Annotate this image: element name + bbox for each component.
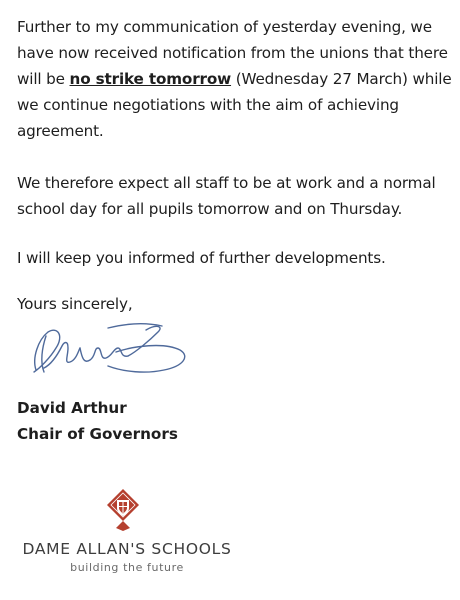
school-name: DAME ALLAN'S SCHOOLS: [22, 540, 232, 558]
paragraph-updates: I will keep you informed of further developments.: [17, 249, 386, 267]
closing-line: Yours sincerely,: [17, 295, 133, 313]
letter-body: [17, 14, 453, 343]
signatory-role: Chair of Governors: [17, 425, 178, 443]
handwritten-signature: [24, 318, 194, 384]
school-crest-icon: [106, 488, 140, 532]
paragraph-1-start: Further to my communication of yesterday evening, we have now received notification from the unions that there will be: [17, 18, 448, 88]
paragraph-attendance: We therefore expect all staff to be at work and a normal school day for all pupils tomorrow and on Thursday.: [17, 174, 436, 218]
no-strike-highlight: no strike tomorrow: [69, 70, 232, 88]
paragraph-no-strike: [17, 14, 453, 144]
signatory-name: David Arthur: [17, 399, 127, 417]
signatory-block: [17, 395, 178, 447]
paragraph-1-end: (Wednesday 27 March) while we continue negotiations with the aim of achieving agreement.: [17, 70, 452, 140]
school-motto: building the future: [70, 561, 184, 574]
